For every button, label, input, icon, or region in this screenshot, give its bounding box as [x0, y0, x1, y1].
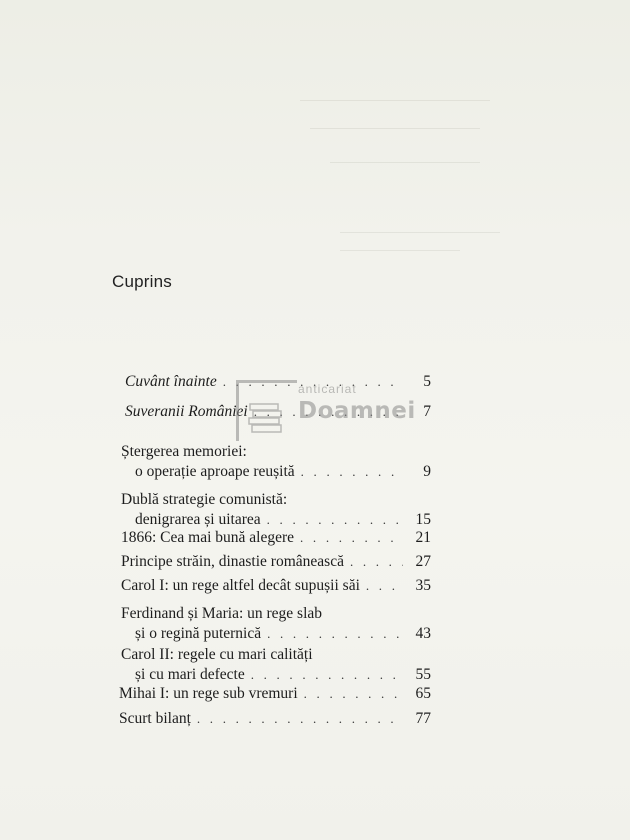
toc-line	[121, 665, 431, 685]
toc-line	[121, 552, 431, 572]
toc-entry	[121, 645, 431, 685]
toc-entry-title: Cuvânt înainte	[125, 373, 217, 390]
toc-entry-title: Mihai I: un rege sub vremuri	[119, 685, 298, 702]
leader-dots	[366, 576, 403, 596]
toc-entry	[119, 709, 431, 729]
leader-dots	[301, 462, 403, 482]
toc-page-number: 21	[415, 529, 431, 546]
leader-dots	[267, 624, 403, 644]
toc-line	[121, 604, 431, 624]
anticariat-watermark	[236, 380, 426, 460]
toc-entry	[119, 684, 431, 704]
toc-entry-title: Principe străin, dinastie românească	[121, 553, 344, 570]
toc-page-number: 7	[423, 403, 431, 420]
watermark-top-text: anticariat	[298, 382, 357, 396]
toc-line	[119, 709, 431, 729]
toc-line	[121, 510, 431, 530]
toc-page-number: 15	[415, 511, 431, 528]
toc-line	[121, 624, 431, 644]
toc-line	[121, 462, 431, 482]
toc-entry	[121, 490, 431, 530]
toc-entry-title: Suveranii României	[125, 403, 248, 420]
toc-entry	[121, 528, 431, 548]
toc-entry-title: Scurt bilanț	[119, 710, 191, 727]
leader-dots	[304, 684, 403, 704]
toc-entry	[121, 576, 431, 596]
leader-dots	[300, 528, 403, 548]
toc-entry-title: 1866: Cea mai bună alegere	[121, 529, 295, 546]
toc-line	[121, 490, 431, 510]
toc-page-number: 5	[423, 373, 431, 390]
toc-page-number: 55	[415, 666, 431, 683]
toc-entry-title: Dublă strategie comunistă:	[121, 491, 288, 508]
toc-page-number: 43	[415, 625, 431, 642]
toc-page-number: 9	[423, 463, 431, 480]
toc-line	[121, 645, 431, 665]
toc-page-number: 35	[415, 577, 431, 594]
toc-entry-title-cont: denigrarea și uitarea	[135, 511, 261, 528]
toc-entry-title-cont: și o regină puternică	[135, 625, 262, 642]
toc-heading: Cuprins	[112, 272, 172, 291]
toc-entry-title: Carol I: un rege altfel decât supușii săi	[121, 577, 360, 594]
toc-line	[121, 576, 431, 596]
leader-dots	[251, 665, 403, 685]
toc-entry-title: Ștergerea memoriei:	[121, 443, 247, 460]
toc-entry-title: Carol II: regele cu mari calități	[121, 646, 313, 663]
watermark-main-text: Doamnei	[298, 398, 416, 424]
toc-entry-title: Ferdinand și Maria: un rege slab	[121, 605, 323, 622]
toc-entry-title-cont: și cu mari defecte	[135, 666, 245, 683]
leader-dots	[350, 552, 403, 572]
leader-dots	[267, 510, 403, 530]
toc-page-number: 77	[415, 710, 431, 727]
toc-entry	[121, 552, 431, 572]
toc-entry	[121, 604, 431, 644]
toc-entry-title-cont: o operație aproape reușită	[135, 463, 295, 480]
toc-page-number: 27	[415, 553, 431, 570]
leader-dots	[197, 709, 403, 729]
toc-line	[121, 528, 431, 548]
toc-line	[119, 684, 431, 704]
books-icon	[248, 400, 284, 436]
toc-page-number: 65	[415, 685, 431, 702]
